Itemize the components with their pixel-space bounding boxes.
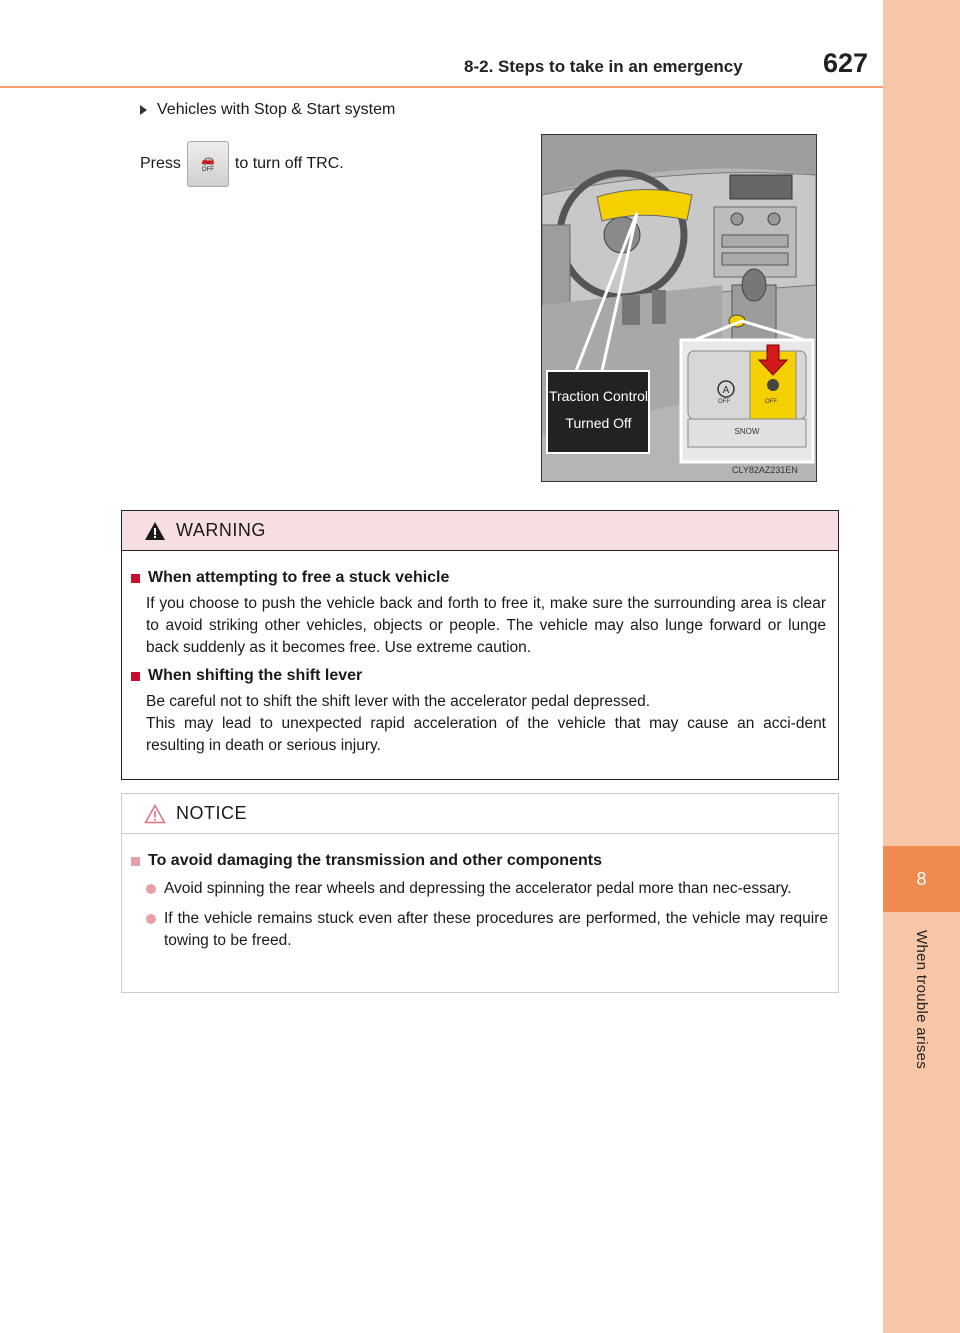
skid-car-icon: 🚗	[201, 153, 215, 166]
header-divider	[0, 86, 883, 88]
warning-header	[122, 511, 838, 551]
trc-display-message	[548, 383, 649, 437]
press-text: Press	[140, 155, 181, 172]
off-label: OFF	[201, 166, 214, 173]
caution-triangle-icon	[144, 804, 166, 824]
display-line-1: Traction Control	[548, 388, 649, 404]
notice-bullet-text: Avoid spinning the rear wheels and depressing the accelerator pedal more than nec-essary.	[164, 880, 792, 897]
round-bullet-icon	[146, 884, 156, 894]
warning-section-title	[131, 667, 838, 685]
warning-text-stuck: If you choose to push the vehicle back and forth to free it, make sure the surrounding area is clear to avoid striking other vehicles, objects or people. The vehicle may also lunge forward or lunge back suddenly as it becomes free. Use extreme caution.	[146, 595, 826, 656]
triangle-bullet-icon	[140, 105, 147, 115]
notice-header	[122, 794, 838, 834]
page-number: 627	[823, 48, 869, 78]
round-bullet-icon	[146, 914, 156, 924]
square-bullet-icon	[131, 574, 140, 583]
warning-text-shift-2: This may lead to unexpected rapid acceleration of the vehicle that may cause an acci-dent resulting in death or serious injury.	[146, 715, 826, 754]
vehicle-type-text: Vehicles with Stop & Start system	[157, 101, 396, 118]
warning-heading: WARNING	[176, 520, 266, 540]
chapter-number: 8	[916, 868, 927, 889]
chapter-title: When trouble arises	[913, 930, 930, 1070]
notice-box	[121, 793, 839, 993]
snow-label: SNOW	[734, 427, 760, 436]
notice-section-title	[131, 852, 838, 870]
notice-bullet	[146, 908, 828, 952]
notice-bullet	[146, 878, 828, 900]
square-bullet-icon	[131, 857, 140, 866]
warning-title-shift: When shifting the shift lever	[148, 667, 363, 684]
warning-triangle-icon	[144, 521, 166, 541]
chapter-number-box	[883, 846, 960, 912]
dashboard-illustration	[541, 134, 817, 482]
section-title: 8-2. Steps to take in an emergency	[464, 57, 743, 76]
square-bullet-icon	[131, 672, 140, 681]
chapter-side-tab	[883, 0, 960, 1333]
svg-text:A: A	[722, 385, 730, 396]
warning-box	[121, 510, 839, 780]
warning-text-shift-1: Be careful not to shift the shift lever with the accelerator pedal depressed.	[146, 693, 651, 710]
warning-section-title	[131, 569, 838, 587]
vehicle-type-bullet	[140, 101, 395, 119]
press-after-text: to turn off TRC.	[234, 155, 344, 172]
notice-bullet-text: If the vehicle remains stuck even after these procedures are performed, the vehicle may require towing to be freed.	[164, 910, 828, 949]
trc-off-button-icon	[187, 141, 229, 187]
warning-title-stuck: When attempting to free a stuck vehicle	[148, 569, 450, 586]
notice-heading: NOTICE	[176, 803, 248, 823]
a-off-label: OFF	[718, 399, 730, 405]
press-instruction	[140, 141, 344, 187]
figure-code: CLY82AZ231EN	[732, 465, 798, 475]
notice-title: To avoid damaging the transmission and other components	[148, 852, 602, 869]
trc-off-label: OFF	[765, 399, 777, 405]
display-line-2: Turned Off	[565, 415, 632, 431]
